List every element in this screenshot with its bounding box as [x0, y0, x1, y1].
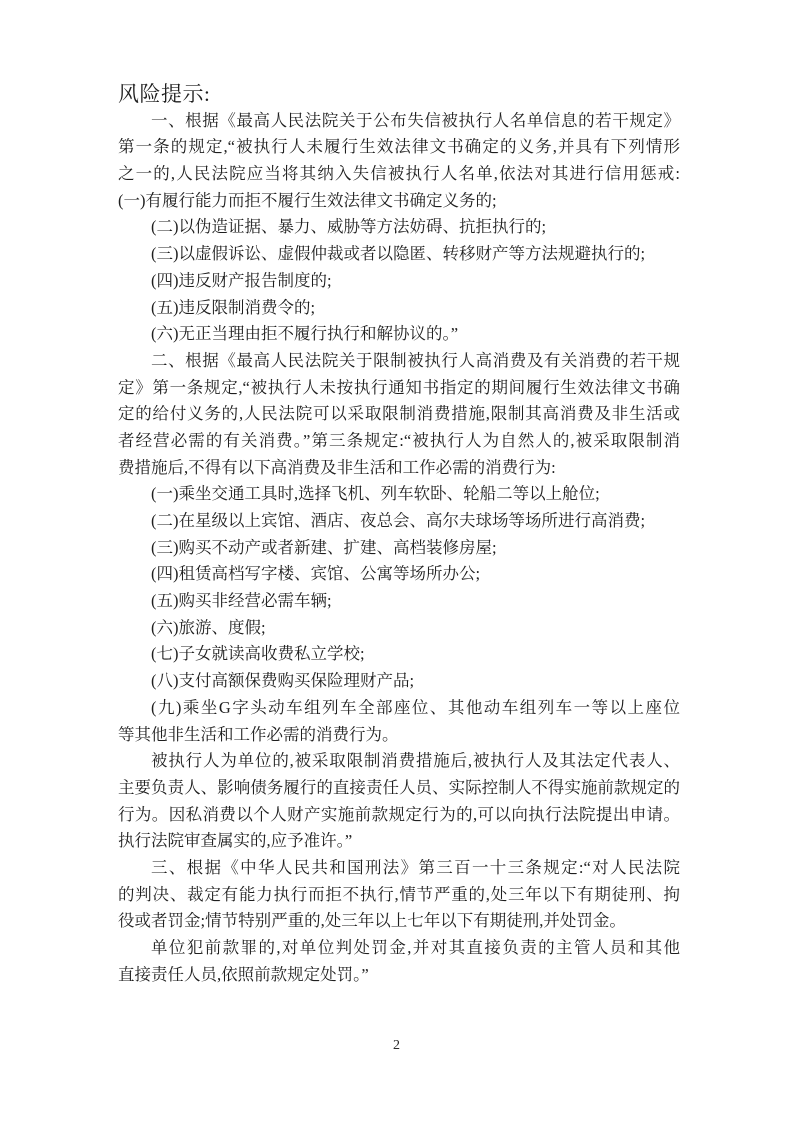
document-line: 行为。因私消费以个人财产实施前款规定行为的,可以向执行法院提出申请。 — [118, 804, 680, 824]
document-line: 执行法院审查属实的,应予准许。” — [118, 831, 353, 851]
document-line: (四)违反财产报告制度的; — [151, 270, 332, 290]
document-line: 费措施后,不得有以下高消费及非生活和工作必需的消费行为: — [118, 457, 556, 477]
document-line: (五)购买非经营必需车辆; — [151, 591, 332, 611]
document-line: 的判决、裁定有能力执行而拒不执行,情节严重的,处三年以下有期徒刑、拘 — [118, 884, 680, 904]
document-line: 等其他非生活和工作必需的消费行为。 — [118, 724, 399, 744]
document-line: 定》第一条规定,“被执行人未按执行通知书指定的期间履行生效法律文书确 — [118, 377, 680, 397]
document-line: 三、根据《中华人民共和国刑法》第三百一十三条规定:“对人民法院 — [151, 857, 680, 877]
document-line: 役或者罚金;情节特别严重的,处三年以上七年以下有期徒刑,并处罚金。 — [118, 911, 626, 931]
page-number: 2 — [393, 1038, 400, 1053]
document-line: 二、根据《最高人民法院关于限制被执行人高消费及有关消费的若干规 — [151, 350, 680, 370]
document-line: 之一的,人民法院应当将其纳入失信被执行人名单,依法对其进行信用惩戒: — [118, 164, 680, 184]
document-line: (六)无正当理由拒不履行执行和解协议的。” — [151, 324, 459, 344]
document-line: (一)有履行能力而拒不履行生效法律文书确定义务的; — [118, 190, 497, 210]
document-body — [118, 81, 680, 988]
document-title: 风险提示: — [118, 82, 211, 106]
document-line: (四)租赁高档写字楼、宾馆、公寓等场所办公; — [151, 564, 481, 584]
document-line: (五)违反限制消费令的; — [151, 297, 316, 317]
document-line: (九)乘坐G字头动车组列车全部座位、其他动车组列车一等以上座位 — [151, 697, 680, 717]
document-line: 第一条的规定,“被执行人未履行生效法律文书确定的义务,并具有下列情形 — [118, 137, 680, 157]
document-line: (七)子女就读高收费私立学校; — [151, 644, 365, 664]
document-line: (三)以虚假诉讼、虚假仲裁或者以隐匿、转移财产等方法规避执行的; — [151, 244, 646, 264]
document-lines — [118, 108, 680, 989]
document-line: 被执行人为单位的,被采取限制消费措施后,被执行人及其法定代表人、 — [151, 751, 680, 771]
document-line: 直接责任人员,依照前款规定处罚。” — [118, 964, 369, 984]
document-line: (二)以伪造证据、暴力、威胁等方法妨碍、抗拒执行的; — [151, 217, 547, 237]
document-line: (三)购买不动产或者新建、扩建、高档装修房屋; — [151, 537, 497, 557]
document-line: 一、根据《最高人民法院关于公布失信被执行人名单信息的若干规定》 — [151, 110, 680, 130]
document-line: 定的给付义务的,人民法院可以采取限制消费措施,限制其高消费及非生活或 — [118, 404, 680, 424]
document-line: 主要负责人、影响债务履行的直接责任人员、实际控制人不得实施前款规定的 — [118, 777, 680, 797]
document-line: 者经营必需的有关消费。”第三条规定:“被执行人为自然人的,被采取限制消 — [118, 430, 680, 450]
document-line: 单位犯前款罪的,对单位判处罚金,并对其直接负责的主管人员和其他 — [151, 938, 680, 958]
document-line: (一)乘坐交通工具时,选择飞机、列车软卧、轮船二等以上舱位; — [151, 484, 600, 504]
document-line: (八)支付高额保费购买保险理财产品; — [151, 671, 415, 691]
document-line: (六)旅游、度假; — [151, 617, 266, 637]
document-line: (二)在星级以上宾馆、酒店、夜总会、高尔夫球场等场所进行高消费; — [151, 511, 646, 531]
